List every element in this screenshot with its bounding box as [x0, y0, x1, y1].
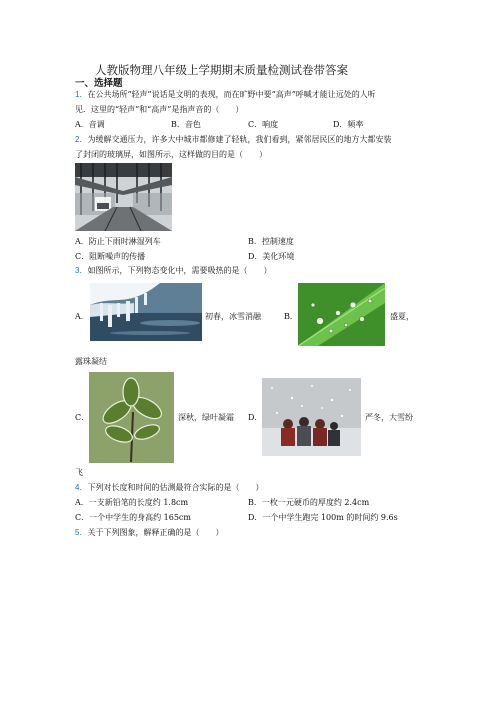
question-5-line-1 [75, 527, 223, 538]
question-5-text: 关于下列图象，解释正确的是（ ） [87, 528, 224, 537]
question-4-text: 下列对长度和时间的估测最符合实际的是（ ） [87, 483, 264, 492]
q4-option-c[interactable]: C．一个中学生的身高约 165cm [75, 513, 191, 522]
question-3-text: 如图所示，下列物态变化中，需要吸热的是（ ） [87, 266, 272, 275]
q3-option-c-caption: 深秋，绿叶凝霜 [178, 413, 234, 422]
question-4-number: 4． [75, 483, 88, 492]
q2-option-a[interactable]: A．防止下雨时淋湿列车 [75, 237, 161, 246]
q2-option-b[interactable]: B．控制速度 [248, 237, 294, 246]
q3-option-b-caption: 盛夏， [390, 312, 414, 321]
q1-option-a[interactable]: A．音调 [75, 120, 105, 129]
melting-ice-image [90, 283, 202, 341]
question-1-number: 1． [75, 90, 88, 99]
question-2-text: 为缓解交通压力，许多大中城市都修建了轻轨，我们看到，紧邻居民区的地方大都安装 [87, 135, 392, 144]
question-1-line-2: 见．这里的“轻声”和“高声”是指声音的（ ） [75, 105, 244, 114]
railway-noise-barrier-image [75, 163, 172, 231]
q3-option-d-caption: 严冬，大雪纷 [365, 413, 413, 422]
q2-option-c[interactable]: C．阻断噪声的传播 [75, 252, 146, 261]
question-4-line-1 [75, 482, 263, 493]
dew-drops-leaf-image [298, 283, 385, 346]
q4-option-b[interactable]: B．一枚一元硬币的厚度约 2.4cm [248, 498, 370, 507]
question-2-number: 2． [75, 135, 88, 144]
question-3-line-1 [75, 265, 271, 276]
question-5-number: 5． [75, 528, 88, 537]
q3-option-a-caption: 初春，冰雪消融 [205, 312, 261, 321]
section-heading: 一、选择题 [75, 78, 123, 89]
q4-option-a[interactable]: A．一支新铅笔的长度约 1.8cm [75, 498, 189, 507]
page-title: 人教版物理八年级上学期期末质量检测试卷带答案 [95, 63, 348, 77]
q3-option-c-label[interactable]: C． [75, 413, 90, 422]
q2-option-d[interactable]: D．美化环境 [248, 252, 295, 261]
q3-option-d-label[interactable]: D． [248, 413, 263, 422]
q3-option-b-caption-cont: 露珠凝结 [75, 357, 107, 366]
question-1-line-1 [75, 89, 376, 100]
question-3-number: 3． [75, 266, 88, 275]
question-2-line-2: 了封闭的玻璃屏，如图所示，这样做的目的是（ ） [75, 150, 267, 159]
frosted-leaves-image [89, 372, 174, 463]
q4-option-d[interactable]: D．一个中学生跑完 100m 的时间约 9.6s [248, 513, 398, 522]
q3-option-b-label[interactable]: B． [284, 312, 298, 321]
q1-option-c[interactable]: C．响度 [248, 120, 279, 129]
question-1-text: 在公共场所“轻声”说话是文明的表现，而在旷野中要“高声”呼喊才能让远处的人听 [87, 90, 376, 99]
question-2-line-1 [75, 134, 391, 145]
q3-option-d-caption-cont: 飞 [75, 468, 83, 477]
q1-option-d[interactable]: D．频率 [333, 120, 364, 129]
snowstorm-people-image [262, 378, 361, 456]
q1-option-b[interactable]: B．音色 [171, 120, 201, 129]
q3-option-a-label[interactable]: A． [75, 312, 89, 321]
